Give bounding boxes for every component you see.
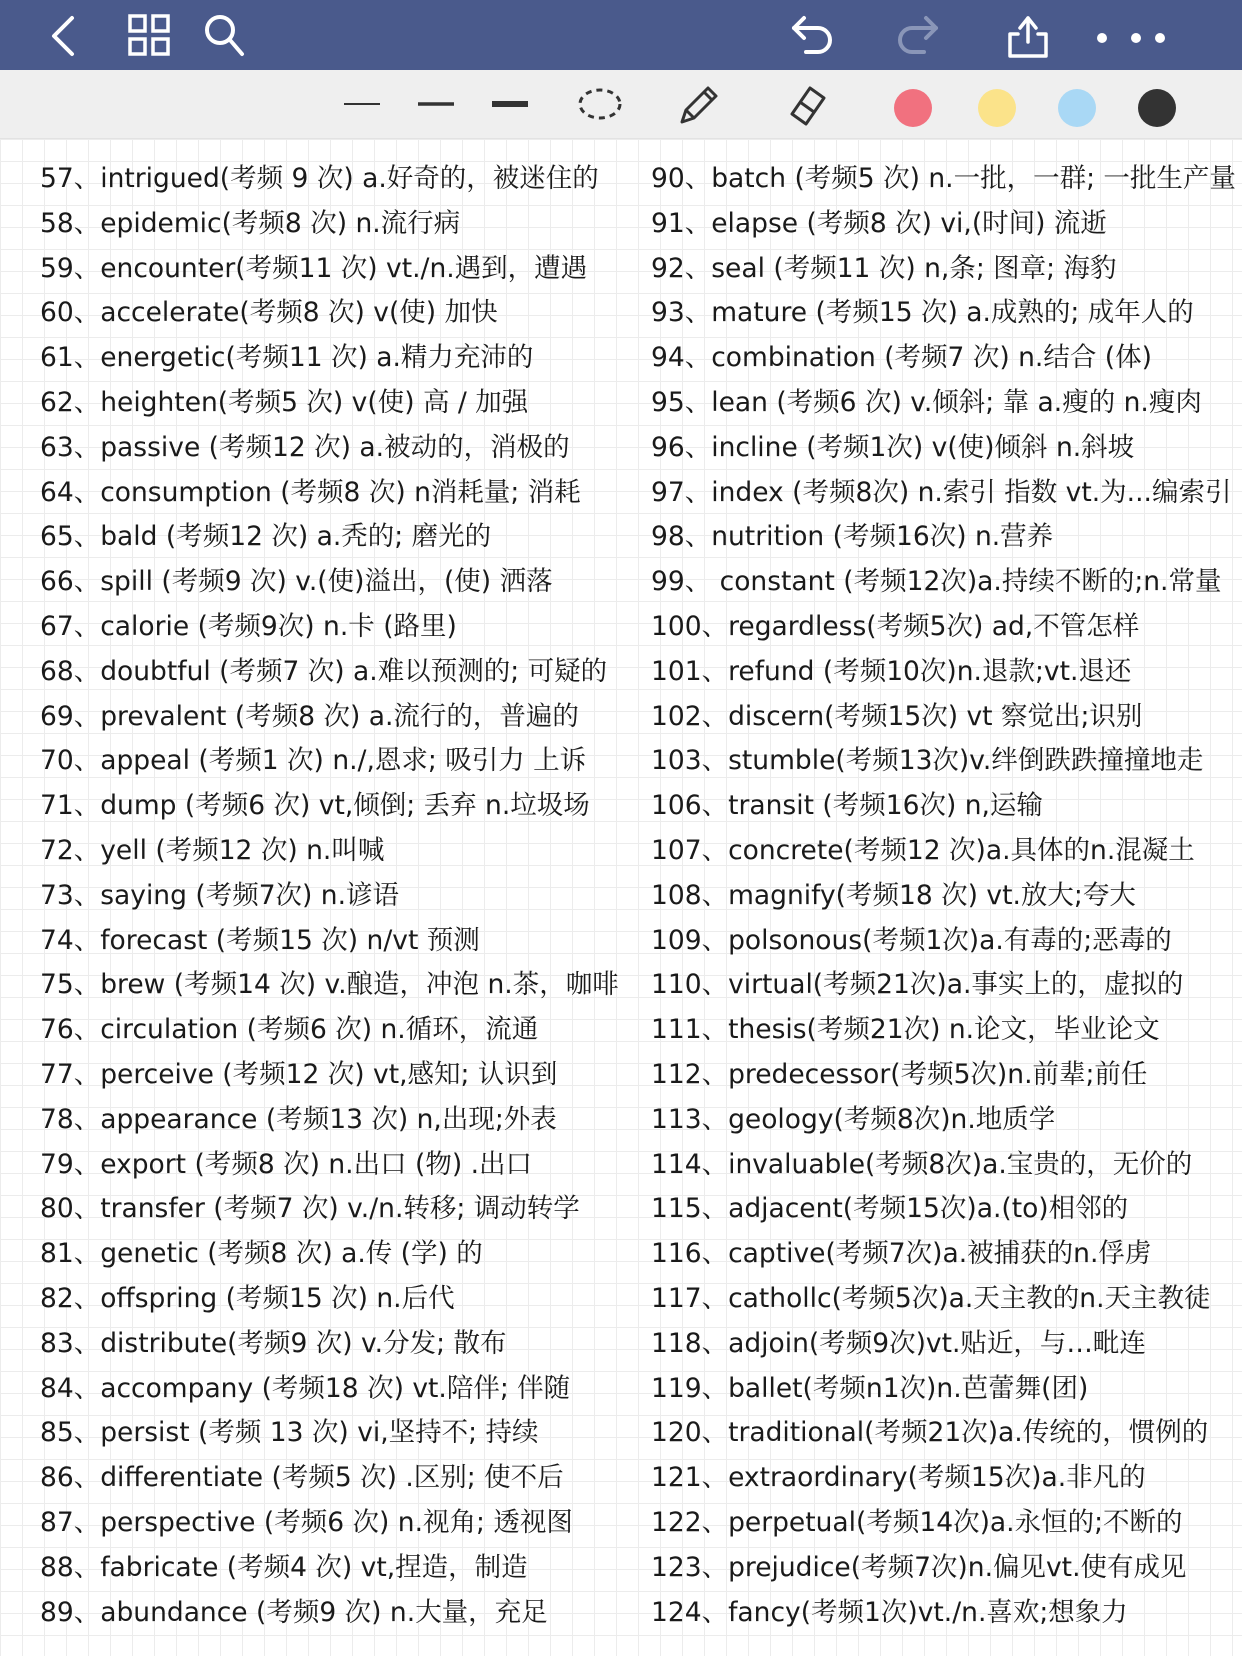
vocab-entry: 58、epidemic(考频8 次) n.流行病: [40, 207, 461, 239]
vocab-entry: 67、calorie (考频9次) n.卡 (路里): [40, 610, 457, 642]
vocab-entry: 73、saying (考频7次) n.谚语: [40, 879, 400, 911]
share-icon[interactable]: [1002, 10, 1054, 62]
vocab-entry: 122、perpetual(考频14次)a.永恒的;不断的: [651, 1506, 1183, 1538]
grid-icon[interactable]: [124, 10, 176, 62]
vocabulary-list-right: [651, 157, 1241, 1635]
medium-stroke-icon[interactable]: [410, 78, 462, 130]
vocab-entry: 69、prevalent (考频8 次) a.流行的，普遍的: [40, 700, 579, 732]
vocab-entry: 82、offspring (考频15 次) n.后代: [40, 1282, 455, 1314]
vocab-entry: 86、differentiate (考频5 次) .区别; 使不后: [40, 1462, 564, 1494]
vocab-entry: 90、batch (考频5 次) n.一批，一群; 一批生产量: [651, 163, 1236, 194]
vocab-entry: 96、incline (考频1次) v(使)倾斜 n.斜坡: [651, 431, 1135, 463]
blue-color-swatch[interactable]: [1058, 89, 1096, 127]
vocab-entry: 114、invaluable(考频8次)a.宝贵的，无价的: [651, 1148, 1193, 1180]
vocab-entry: 68、doubtful (考频7 次) a.难以预测的; 可疑的: [40, 655, 608, 687]
redo-icon[interactable]: [892, 10, 944, 62]
vocabulary-list-left: [40, 157, 640, 1635]
vocab-entry: 60、accelerate(考频8 次) v(使) 加快: [40, 297, 498, 329]
vocab-entry: 123、prejudice(考频7次)n.偏见vt.使有成见: [651, 1551, 1187, 1583]
yellow-color-swatch[interactable]: [978, 89, 1016, 127]
vocab-entry: 110、virtual(考频21次)a.事实上的，虚拟的: [651, 969, 1184, 1001]
vocab-entry: 87、perspective (考频6 次) n.视角; 透视图: [40, 1506, 573, 1538]
vocab-entry: 124、fancy(考频1次)vt./n.喜欢;想象力: [651, 1596, 1128, 1628]
vocab-entry: 70、appeal (考频1 次) n./,恩求; 吸引力 上诉: [40, 745, 587, 777]
vocab-entry: 106、transit (考频16次) n,运输: [651, 790, 1043, 822]
vocab-entry: 89、abundance (考频9 次) n.大量，充足: [40, 1596, 548, 1628]
vocab-entry: 62、heighten(考频5 次) v(使) 高 / 加强: [40, 386, 529, 418]
vocab-entry: 72、yell (考频12 次) n.叫喊: [40, 834, 385, 866]
vocab-entry: 109、polsonous(考频1次)a.有毒的;恶毒的: [651, 924, 1172, 956]
vocab-entry: 121、extraordinary(考频15次)a.非凡的: [651, 1462, 1146, 1494]
vocab-entry: 107、concrete(考频12 次)a.具体的n.混凝土: [651, 834, 1195, 866]
thin-stroke-icon[interactable]: [336, 78, 388, 130]
eraser-icon[interactable]: [780, 78, 832, 130]
vocab-entry: 80、transfer (考频7 次) v./n.转移; 调动转学: [40, 1193, 580, 1225]
vocab-entry: 95、lean (考频6 次) v.倾斜; 靠 a.瘦的 n.瘦肉: [651, 386, 1202, 418]
vocab-entry: 108、magnify(考频18 次) vt.放大;夸大: [651, 879, 1136, 911]
vocab-entry: 97、index (考频8次) n.索引 指数 vt.为...编索引: [651, 476, 1232, 508]
vocab-entry: 113、geology(考频8次)n.地质学: [651, 1103, 1056, 1135]
vocab-entry: 88、fabricate (考频4 次) vt,捏造，制造: [40, 1551, 528, 1583]
thick-stroke-icon[interactable]: [484, 78, 536, 130]
vocab-entry: 94、combination (考频7 次) n.结合 (体): [651, 342, 1152, 374]
vocab-entry: 92、seal (考频11 次) n,条; 图章; 海豹: [651, 252, 1117, 284]
vocab-entry: 61、energetic(考频11 次) a.精力充沛的: [40, 342, 534, 374]
vocab-entry: 84、accompany (考频18 次) vt.陪伴; 伴随: [40, 1372, 571, 1404]
vocab-entry: 118、adjoin(考频9次)vt.贴近，与…毗连: [651, 1327, 1146, 1359]
vocab-entry: 101、refund (考频10次)n.退款;vt.退还: [651, 655, 1132, 687]
vocab-entry: 117、cathollc(考频5次)a.天主教的n.天主教徒: [651, 1282, 1211, 1314]
vocab-entry: 63、passive (考频12 次) a.被动的，消极的: [40, 431, 570, 463]
pencil-icon[interactable]: [672, 78, 724, 130]
black-color-swatch[interactable]: [1138, 89, 1176, 127]
lasso-icon[interactable]: [574, 78, 626, 130]
more-icon[interactable]: [1090, 10, 1170, 62]
vocab-entry: 79、export (考频8 次) n.出口 (物) .出口: [40, 1148, 533, 1180]
vocab-entry: 103、stumble(考频13次)v.绊倒跌跌撞撞地走: [651, 745, 1204, 777]
vocab-entry: 75、brew (考频14 次) v.酿造，冲泡 n.茶，咖啡: [40, 969, 619, 1001]
vocab-entry: 91、elapse (考频8 次) vi,(时间) 流逝: [651, 207, 1107, 239]
drawing-toolbar: [0, 70, 1242, 139]
vocab-entry: 64、consumption (考频8 次) n消耗量; 消耗: [40, 476, 581, 508]
vocab-entry: 112、predecessor(考频5次)n.前辈;前任: [651, 1058, 1148, 1090]
vocab-entry: 59、encounter(考频11 次) vt./n.遇到，遭遇: [40, 252, 588, 284]
note-page[interactable]: [0, 139, 1242, 1656]
vocab-entry: 98、nutrition (考频16次) n.营养: [651, 521, 1054, 553]
vocab-entry: 102、discern(考频15次) vt 察觉出;识别: [651, 700, 1143, 732]
vocab-entry: 120、traditional(考频21次)a.传统的，惯例的: [651, 1417, 1209, 1449]
vocab-entry: 57、intrigued(考频 9 次) a.好奇的，被迷住的: [40, 163, 599, 194]
vocab-entry: 81、genetic (考频8 次) a.传 (学) 的: [40, 1238, 483, 1270]
vocab-entry: 65、bald (考频12 次) a.秃的; 磨光的: [40, 521, 492, 553]
top-navigation-bar: [0, 0, 1242, 70]
vocab-entry: 78、appearance (考频13 次) n,出现;外表: [40, 1103, 557, 1135]
vocab-entry: 74、forecast (考频15 次) n/vt 预测: [40, 924, 480, 956]
vocab-entry: 83、distribute(考频9 次) v.分发; 散布: [40, 1327, 507, 1359]
vocab-entry: 115、adjacent(考频15次)a.(to)相邻的: [651, 1193, 1129, 1225]
vocab-entry: 66、spill (考频9 次) v.(使)溢出，(使) 洒落: [40, 566, 553, 598]
vocab-entry: 119、ballet(考频n1次)n.芭蕾舞(团): [651, 1372, 1089, 1404]
vocab-entry: 100、regardless(考频5次) ad,不管怎样: [651, 610, 1140, 642]
vocab-entry: 111、thesis(考频21次) n.论文，毕业论文: [651, 1014, 1160, 1046]
vocab-entry: 116、captive(考频7次)a.被捕获的n.俘虏: [651, 1238, 1152, 1270]
back-icon[interactable]: [40, 10, 92, 62]
search-icon[interactable]: [200, 10, 252, 62]
undo-icon[interactable]: [786, 10, 838, 62]
vocab-entry: 71、dump (考频6 次) vt,倾倒; 丢弃 n.垃圾场: [40, 790, 590, 822]
vocab-entry: 77、perceive (考频12 次) vt,感知; 认识到: [40, 1058, 558, 1090]
vocab-entry: 85、persist (考频 13 次) vi,坚持不; 持续: [40, 1417, 539, 1449]
vocab-entry: 99、 constant (考频12次)a.持续不断的;n.常量: [651, 566, 1222, 598]
vocab-entry: 93、mature (考频15 次) a.成熟的; 成年人的: [651, 297, 1194, 329]
pink-color-swatch[interactable]: [894, 89, 932, 127]
vocab-entry: 76、circulation (考频6 次) n.循环，流通: [40, 1014, 539, 1046]
